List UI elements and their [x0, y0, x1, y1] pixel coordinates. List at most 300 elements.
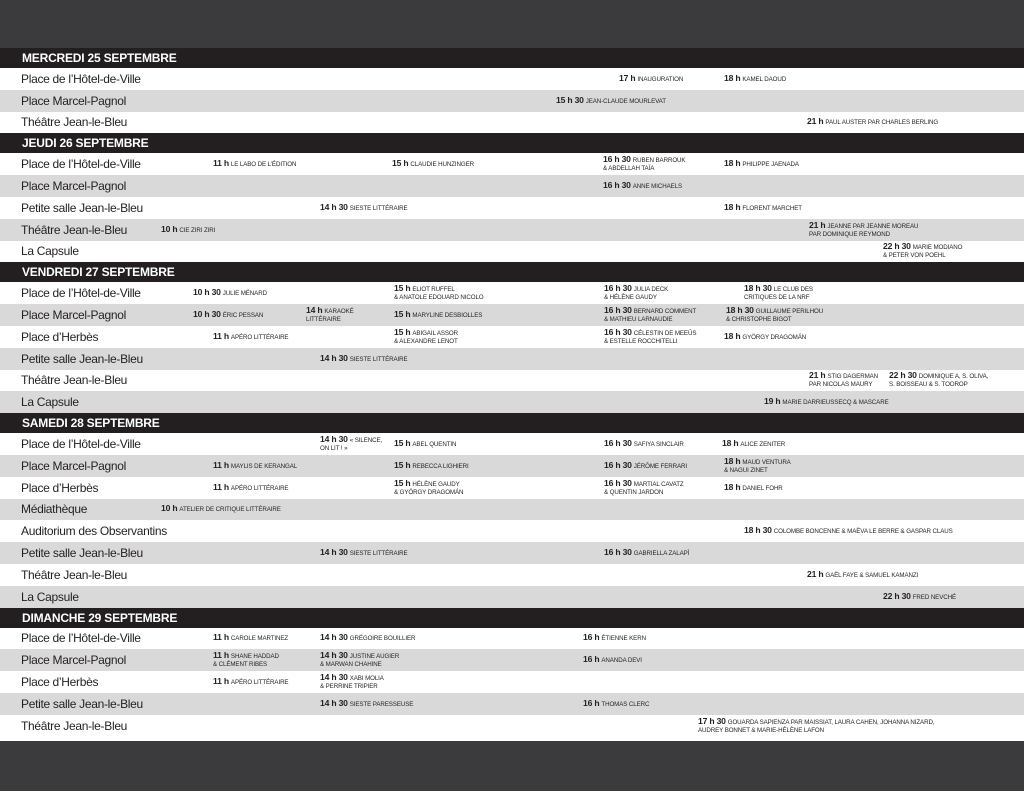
event-text: SIESTE LITTÉRAIRE: [349, 355, 408, 363]
venue-name: Théâtre Jean-le-Bleu: [21, 718, 128, 733]
venue-row: [0, 433, 1024, 455]
event: [583, 628, 646, 650]
venue-name: Place d’Herbès: [21, 329, 99, 344]
event-text: ELIOT RUFFEL: [412, 286, 455, 294]
event-text: ANNE MICHAELS: [632, 183, 682, 191]
event-time: 21 h: [809, 370, 826, 381]
event-line: [722, 439, 785, 449]
event: [320, 433, 382, 455]
event-time: 14 h 30: [320, 352, 348, 363]
event-text: & ESTELLE ROCCHITELLI: [604, 337, 678, 345]
event: [320, 197, 408, 219]
venue-row: [0, 175, 1024, 197]
event-text: & ALEXANDRE LENOT: [394, 337, 458, 345]
event: [604, 477, 684, 499]
venue-row: [0, 586, 1024, 608]
event-text: AUDREY BONNET & MARIE-HÉLÈNE LAFON: [698, 726, 824, 734]
venue-row: [0, 241, 1024, 263]
event: [604, 326, 696, 348]
event-text: GUILLAUME PERILHOU: [755, 308, 824, 316]
venue-row: [0, 391, 1024, 413]
event: [809, 219, 918, 241]
event-time: 11 h: [213, 330, 229, 341]
event-text: CIE ZIRI ZIRI: [179, 226, 216, 234]
venue-name: Théâtre Jean-le-Bleu: [21, 115, 128, 130]
event-text: GABRIELLA ZALAPÌ: [633, 550, 690, 558]
event-line: [320, 699, 413, 709]
event-time: 18 h: [724, 158, 741, 169]
event-text: MARTIAL CAVATZ: [633, 480, 684, 488]
event-line: [604, 338, 696, 346]
event-line: [394, 294, 484, 302]
event-text: & ANATOLE EDOUARD NICOLO: [394, 294, 484, 302]
event: [213, 671, 288, 693]
venue-row: [0, 219, 1024, 241]
event-line: [604, 328, 696, 338]
event-text: & NAGUI ZINET: [724, 466, 768, 474]
venue-name: Petite salle Jean-le-Bleu: [21, 200, 143, 215]
event-text: ÉTIENNE KERN: [601, 635, 646, 643]
event-line: [394, 479, 463, 489]
event: [394, 282, 484, 304]
venue-row: [0, 112, 1024, 134]
event-time: 18 h: [724, 72, 741, 83]
event-time: 21 h: [807, 116, 824, 127]
event: [883, 586, 956, 608]
event-line: [809, 221, 918, 231]
venue-row: [0, 348, 1024, 370]
event-line: [213, 633, 288, 643]
event-text: XABI MOLIA: [349, 675, 384, 683]
event: [320, 348, 408, 370]
event-time: 21 h: [809, 219, 826, 230]
event-line: [764, 397, 889, 407]
event-text: JULIE MÉNARD: [222, 290, 267, 298]
event-line: [320, 683, 384, 691]
event: [320, 542, 408, 564]
venue-row: [0, 282, 1024, 304]
venue-name: Théâtre Jean-le-Bleu: [21, 222, 128, 237]
event-line: [807, 117, 938, 127]
event-time: 16 h 30: [604, 283, 632, 294]
event-time: 15 h: [394, 309, 411, 320]
venue-row: [0, 304, 1024, 326]
venue-row: [0, 477, 1024, 499]
event: [764, 391, 889, 413]
event-time: 18 h: [724, 201, 741, 212]
event-line: [394, 489, 463, 497]
event-text: PHILIPPE JAENADA: [742, 161, 799, 169]
event-time: 16 h 30: [604, 459, 632, 470]
event-line: [724, 483, 783, 493]
event-line: [394, 284, 484, 294]
venue-row: [0, 326, 1024, 348]
event-time: 15 h 30: [556, 94, 584, 105]
event-time: 16 h 30: [603, 154, 631, 165]
event: [213, 153, 296, 175]
venue-row: [0, 564, 1024, 586]
event-line: [726, 316, 823, 324]
event-time: 19 h: [764, 396, 781, 407]
event-line: [724, 159, 799, 169]
event-line: [744, 284, 813, 294]
day-header: VENDREDI 27 SEPTEMBRE: [0, 262, 1024, 282]
event-line: [883, 252, 962, 260]
event: [161, 499, 281, 521]
event-time: 18 h: [724, 330, 741, 341]
venue-name: Théâtre Jean-le-Bleu: [21, 567, 128, 582]
event: [724, 477, 783, 499]
event: [889, 370, 988, 392]
event-line: [161, 504, 281, 514]
event-line: [394, 328, 458, 338]
event-line: [583, 699, 649, 709]
event-text: & QUENTIN JARDON: [604, 488, 664, 496]
event-time: 16 h: [583, 697, 600, 708]
event-text: MAUD VENTURA: [742, 458, 791, 466]
event: [604, 542, 689, 564]
event-text: JULIA DECK: [633, 286, 669, 294]
event-time: 18 h 30: [726, 305, 754, 316]
event: [394, 455, 469, 477]
event-text: REBECCA LIGHIERI: [412, 462, 469, 470]
event-text: ALICE ZENITER: [740, 441, 786, 449]
event-time: 16 h 30: [604, 305, 632, 316]
event-text: APÉRO LITTÉRAIRE: [230, 679, 289, 687]
venue-row: [0, 499, 1024, 521]
event: [809, 370, 878, 392]
event: [320, 628, 415, 650]
event-line: [320, 651, 399, 661]
event-text: MARYLINE DESBIOLLES: [412, 312, 483, 320]
event: [556, 90, 666, 112]
event-line: [604, 461, 687, 471]
event: [604, 433, 684, 455]
event-text: JEAN-CLAUDE MOURLEVAT: [585, 97, 666, 105]
event-line: [193, 310, 263, 320]
event: [724, 455, 791, 477]
event-text: MAYLIS DE KERANGAL: [230, 462, 298, 470]
event-time: 16 h 30: [604, 477, 632, 488]
day-header: JEUDI 26 SEPTEMBRE: [0, 133, 1024, 153]
venue-name: Place de l’Hôtel-de-Ville: [21, 631, 141, 646]
event-text: DOMINIQUE A, S. OLIVA,: [918, 373, 989, 381]
event-line: [603, 155, 685, 165]
event-text: GOUARDA SAPIENZA PAR MAISSIAT, LAURA CAHEN, JOHANNA NIZARD,: [727, 718, 935, 726]
event-line: [394, 310, 482, 320]
day-header: SAMEDI 28 SEPTEMBRE: [0, 413, 1024, 433]
event-text: JÉRÔME FERRARI: [633, 462, 688, 470]
event-time: 15 h: [392, 158, 409, 169]
event-line: [604, 548, 689, 558]
event-time: 22 h 30: [883, 241, 911, 252]
event-line: [320, 633, 415, 643]
event-time: 14 h 30: [320, 547, 348, 558]
venue-row: [0, 520, 1024, 542]
event-text: & CLÉMENT RIBES: [213, 661, 268, 669]
event-text: GYÖRGY DRAGOMÁN: [742, 333, 807, 341]
event-text: APÉRO LITTÉRAIRE: [230, 333, 289, 341]
event-time: 11 h: [213, 158, 229, 169]
event: [603, 175, 682, 197]
event: [604, 304, 696, 326]
venue-name: Petite salle Jean-le-Bleu: [21, 351, 143, 366]
event-line: [619, 74, 683, 84]
venue-row: [0, 715, 1024, 737]
venue-name: Petite salle Jean-le-Bleu: [21, 696, 143, 711]
event-time: 14 h 30: [320, 434, 348, 445]
event-time: 18 h: [724, 455, 741, 466]
event-text: & PERRINE TRIPIER: [320, 683, 378, 691]
event-time: 16 h 30: [604, 326, 632, 337]
event-line: [213, 332, 288, 342]
event-line: [809, 371, 878, 381]
event-text: ÉRIC PESSAN: [222, 312, 264, 320]
event-text: CRITIQUES DE LA NRF: [744, 294, 810, 302]
event-time: 15 h: [394, 477, 411, 488]
event-line: [306, 316, 354, 324]
event-text: ABIGAIL ASSOR: [412, 329, 458, 337]
event-text: CLAUDIE HUNZINGER: [410, 161, 475, 169]
event-line: [604, 316, 696, 324]
event: [698, 715, 934, 737]
event-line: [320, 203, 408, 213]
event: [583, 649, 642, 671]
event: [619, 68, 683, 90]
event-text: KARAOKÉ: [324, 308, 354, 316]
venue-name: Place de l’Hôtel-de-Ville: [21, 286, 141, 301]
event-text: LE LABO DE L’ÉDITION: [230, 161, 297, 169]
event-time: 15 h: [394, 326, 411, 337]
event-text: JUSTINE AUGIER: [349, 653, 400, 661]
event-time: 18 h 30: [744, 525, 772, 536]
event-text: DANIEL FOHR: [742, 484, 783, 492]
event-text: STIG DAGERMAN: [827, 373, 879, 381]
event-line: [698, 717, 934, 727]
event-line: [604, 489, 684, 497]
event-text: ABEL QUENTIN: [412, 441, 457, 449]
event-line: [394, 338, 458, 346]
event-line: [320, 673, 384, 683]
event-text: APÉRO LITTÉRAIRE: [230, 484, 289, 492]
event-text: HÉLÈNE GAUDY: [412, 480, 460, 488]
event: [320, 671, 384, 693]
event-line: [213, 461, 297, 471]
venue-name: Théâtre Jean-le-Bleu: [21, 373, 128, 388]
event-line: [889, 381, 988, 389]
event-time: 11 h: [213, 632, 229, 643]
event-time: 14 h 30: [320, 632, 348, 643]
event-line: [724, 467, 791, 475]
event-time: 16 h 30: [604, 438, 632, 449]
event-text: CÉLESTIN DE MEEÛS: [633, 329, 697, 337]
event-line: [604, 439, 684, 449]
event-time: 11 h: [213, 459, 229, 470]
event-text: FRED NEVCHÉ: [912, 593, 956, 601]
event-line: [320, 661, 399, 669]
event-time: 21 h: [807, 568, 824, 579]
event: [213, 649, 279, 671]
event-line: [320, 435, 382, 445]
event-time: 22 h 30: [889, 370, 917, 381]
event-text: SIESTE LITTÉRAIRE: [349, 204, 408, 212]
venue-row: [0, 628, 1024, 650]
venue-name: Auditorium des Observantins: [21, 524, 167, 539]
event-time: 11 h: [213, 481, 229, 492]
event-text: & GYÖRGY DRAGOMÁN: [394, 488, 464, 496]
event-line: [603, 181, 682, 191]
event-time: 15 h: [394, 459, 411, 470]
event-text: BERNARD COMMENT: [633, 308, 697, 316]
event: [394, 304, 482, 326]
event-text: PAUL AUSTER PAR CHARLES BERLING: [825, 119, 939, 127]
event-time: 18 h 30: [744, 283, 772, 294]
event-text: ANANDA DEVI: [601, 657, 642, 665]
event-text: LITTÉRAIRE: [306, 316, 341, 324]
event: [213, 628, 288, 650]
event-text: MARIE DARRIEUSSECQ & MASCARE: [782, 399, 889, 407]
event-text: CAROLE MARTINEZ: [230, 635, 289, 643]
event-text: & PETER VON POEHL: [883, 252, 946, 260]
event: [603, 153, 685, 175]
event-text: JEANNE PAR JEANNE MOREAU: [827, 222, 919, 230]
event-line: [320, 548, 408, 558]
event-text: SIESTE PARESSEUSE: [349, 700, 414, 708]
event-text: COLOMBE BONCENNE & MAËVA LE BERRE & GASPAR CLAUS: [773, 528, 953, 536]
event: [744, 520, 953, 542]
event-line: [724, 203, 802, 213]
event-time: 10 h 30: [193, 309, 221, 320]
event-time: 14 h 30: [320, 697, 348, 708]
venue-name: La Capsule: [21, 244, 79, 259]
event-line: [213, 651, 279, 661]
event: [320, 649, 399, 671]
event-line: [809, 231, 918, 239]
event-line: [809, 381, 878, 389]
event-time: 16 h: [583, 632, 600, 643]
programme-sheet: [0, 48, 1024, 741]
venue-name: La Capsule: [21, 589, 79, 604]
event-time: 16 h 30: [603, 180, 631, 191]
event-text: S. BOISSEAU & S. TOOROP: [889, 381, 968, 389]
event-time: 14 h 30: [320, 201, 348, 212]
day-header: MERCREDI 25 SEPTEMBRE: [0, 48, 1024, 68]
event-time: 11 h: [213, 676, 229, 687]
event-time: 18 h: [724, 481, 741, 492]
venue-row: [0, 90, 1024, 112]
event: [213, 477, 288, 499]
event: [744, 282, 813, 304]
event-time: 16 h: [583, 654, 600, 665]
event: [213, 326, 288, 348]
event-time: 14 h: [306, 305, 323, 316]
venue-name: Place Marcel-Pagnol: [21, 308, 127, 323]
event-text: GAËL FAYE & SAMUEL KAMANZI: [825, 571, 919, 579]
event-time: 14 h 30: [320, 672, 348, 683]
event-line: [193, 288, 267, 298]
venue-name: Place Marcel-Pagnol: [21, 653, 127, 668]
event-line: [604, 306, 696, 316]
venue-name: La Capsule: [21, 395, 79, 410]
venue-row: [0, 153, 1024, 175]
event: [724, 197, 802, 219]
event-line: [320, 354, 408, 364]
event: [213, 455, 297, 477]
event: [724, 153, 799, 175]
event-text: KAMEL DAOUD: [742, 75, 787, 83]
venue-name: Place Marcel-Pagnol: [21, 458, 127, 473]
event-line: [744, 294, 813, 302]
event-text: & CHRISTOPHE BIGOT: [726, 316, 792, 324]
event-time: 11 h: [213, 650, 229, 661]
event: [392, 153, 474, 175]
venue-row: [0, 370, 1024, 392]
event-time: 10 h: [161, 503, 178, 514]
event: [161, 219, 215, 241]
event-time: 18 h: [722, 438, 739, 449]
event: [726, 304, 823, 326]
event: [883, 241, 962, 263]
event-line: [724, 332, 806, 342]
venue-name: Place d’Herbès: [21, 480, 99, 495]
event-text: PAR NICOLAS MAURY: [809, 381, 873, 389]
venue-name: Place d’Herbès: [21, 675, 99, 690]
event: [394, 326, 458, 348]
event-line: [392, 159, 474, 169]
event-line: [213, 159, 296, 169]
event-text: ATELIER DE CRITIQUE LITTÉRAIRE: [179, 506, 281, 514]
event-text: RUBEN BARROUK: [632, 157, 686, 165]
event-line: [726, 306, 823, 316]
event-line: [320, 445, 382, 453]
event-line: [698, 727, 934, 735]
event-line: [883, 592, 956, 602]
event: [193, 304, 263, 326]
event-text: & ABDELLAH TAÏA: [603, 165, 655, 173]
event-line: [306, 306, 354, 316]
event: [394, 477, 463, 499]
event-text: SAFIYA SINCLAIR: [633, 441, 684, 449]
event: [722, 433, 785, 455]
event-line: [807, 570, 918, 580]
event-line: [889, 371, 988, 381]
event: [604, 455, 687, 477]
event-line: [583, 633, 646, 643]
event-text: SIESTE LITTÉRAIRE: [349, 550, 408, 558]
venue-row: [0, 649, 1024, 671]
event-line: [724, 457, 791, 467]
event-line: [604, 284, 668, 294]
event-line: [213, 483, 288, 493]
event-line: [161, 225, 215, 235]
venue-row: [0, 197, 1024, 219]
event-line: [213, 661, 279, 669]
venue-row: [0, 671, 1024, 693]
venue-name: Place Marcel-Pagnol: [21, 93, 127, 108]
event-time: 10 h 30: [193, 287, 221, 298]
event: [320, 693, 413, 715]
venue-name: Médiathèque: [21, 502, 88, 517]
event-text: FLORENT MARCHET: [742, 204, 802, 212]
event-time: 17 h 30: [698, 715, 726, 726]
event-text: SHANE HADDAD: [230, 653, 279, 661]
event-line: [556, 96, 666, 106]
venue-name: Place de l’Hôtel-de-Ville: [21, 71, 141, 86]
event: [193, 282, 267, 304]
event-text: GRÉGOIRE BOUILLIER: [349, 635, 416, 643]
event-text: MARIE MODIANO: [912, 244, 963, 252]
venue-name: Place Marcel-Pagnol: [21, 179, 127, 194]
